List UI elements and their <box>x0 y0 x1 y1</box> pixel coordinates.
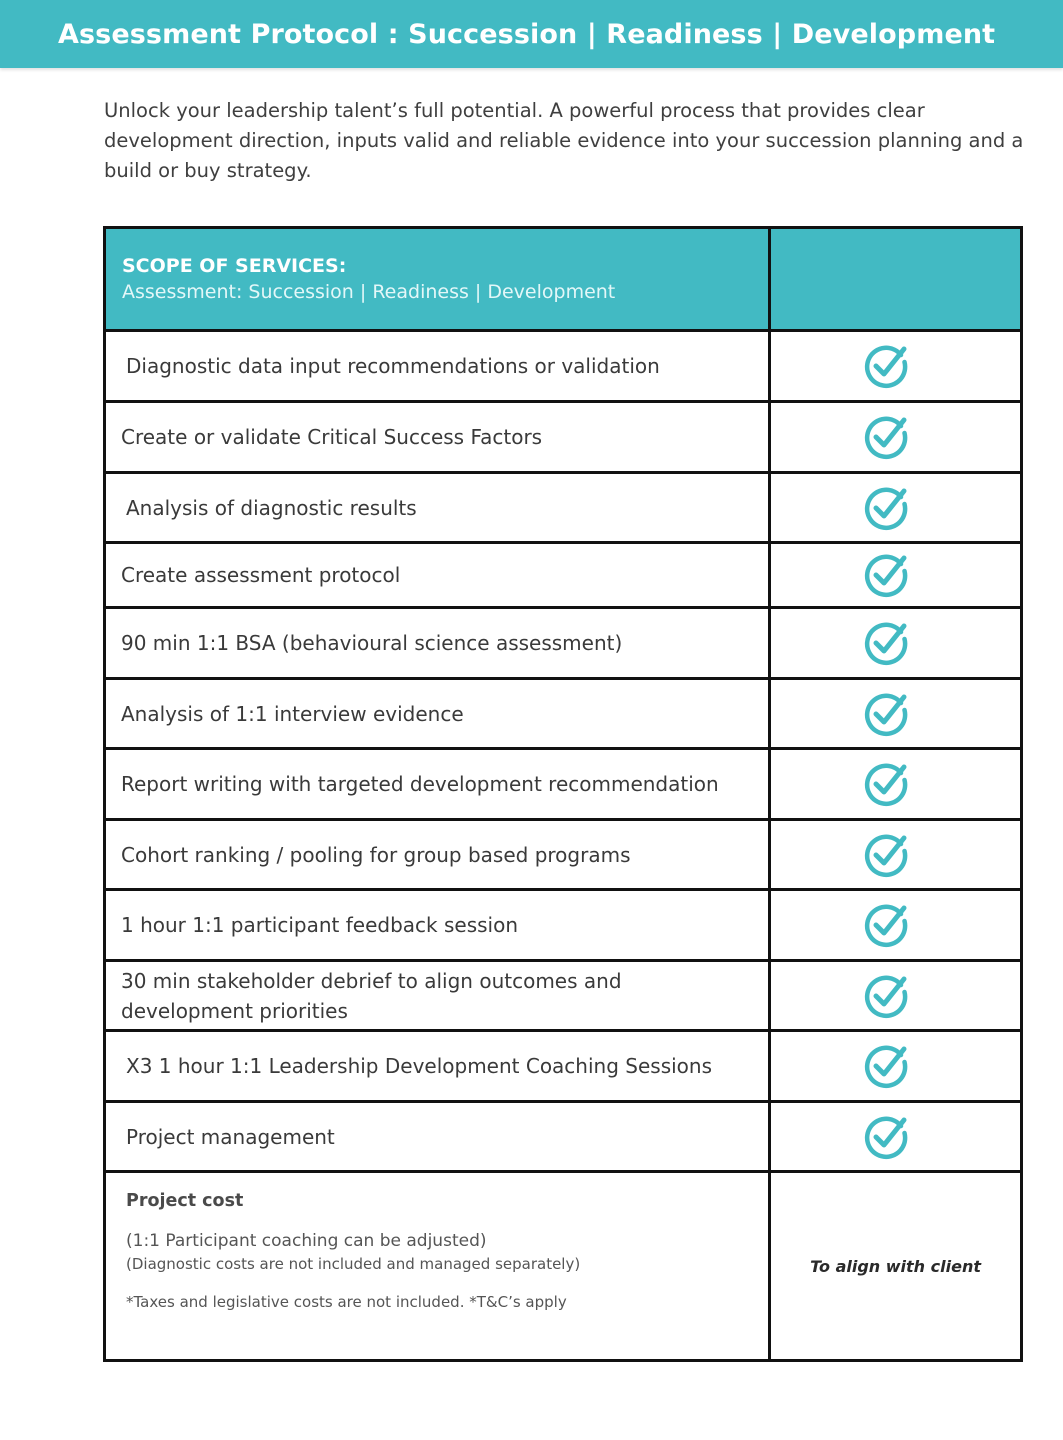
check-circle-icon <box>770 961 1022 1031</box>
diagnostic-cost-note: (Diagnostic costs are not included and managed separately) <box>126 1255 581 1273</box>
service-item-label: 90 min 1:1 BSA (behavioural science assessment) <box>105 608 770 679</box>
check-circle-icon <box>770 820 1022 890</box>
service-item-label: Create assessment protocol <box>105 543 770 608</box>
check-circle-icon <box>770 608 1022 679</box>
table-row <box>105 820 1022 890</box>
page-title: Assessment Protocol : Succession | Readiness | Development <box>58 18 996 50</box>
check-circle-icon <box>770 543 1022 608</box>
table-row <box>105 961 1022 1031</box>
intro-paragraph: Unlock your leadership talent’s full potential. A powerful process that provides clear development direction, inputs valid and reliable evidence into your succession planning and a build or buy strategy. <box>104 99 1024 182</box>
check-circle-icon <box>770 473 1022 543</box>
check-circle-icon <box>770 890 1022 961</box>
table-header-row <box>105 228 1022 331</box>
service-item-label: X3 1 hour 1:1 Leadership Development Coaching Sessions <box>105 1031 770 1102</box>
service-item-label: Cohort ranking / pooling for group based programs <box>105 820 770 890</box>
project-cost-title: Project cost <box>126 1191 244 1211</box>
service-item-label: Report writing with targeted development recommendation <box>105 749 770 820</box>
check-circle-icon <box>770 1102 1022 1172</box>
table-row <box>105 679 1022 749</box>
table-row <box>105 543 1022 608</box>
check-circle-icon <box>770 1031 1022 1102</box>
scope-heading: SCOPE OF SERVICES: <box>122 255 347 277</box>
table-row <box>105 890 1022 961</box>
service-item-label: Diagnostic data input recommendations or validation <box>105 331 770 402</box>
scope-subheading: Assessment: Succession | Readiness | Development <box>122 281 616 303</box>
project-cost-value: To align with client <box>770 1172 1022 1361</box>
service-item-label: 1 hour 1:1 participant feedback session <box>105 890 770 961</box>
table-row <box>105 331 1022 402</box>
service-item-label: Analysis of 1:1 interview evidence <box>105 679 770 749</box>
check-circle-icon <box>770 679 1022 749</box>
service-item-label: Project management <box>105 1102 770 1172</box>
table-row <box>105 473 1022 543</box>
project-cost-cell <box>105 1172 770 1361</box>
table-row <box>105 749 1022 820</box>
service-item-label: Create or validate Critical Success Factors <box>105 402 770 473</box>
scope-header-cell <box>105 228 770 331</box>
cost-row <box>105 1172 1022 1361</box>
check-circle-icon <box>770 402 1022 473</box>
table-row <box>105 402 1022 473</box>
table-row <box>105 1031 1022 1102</box>
table-row <box>105 608 1022 679</box>
header-banner <box>0 0 1063 68</box>
scope-header-empty-cell <box>770 228 1022 331</box>
taxes-note: *Taxes and legislative costs are not included. *T&C’s apply <box>126 1293 567 1311</box>
scope-of-services-table <box>103 226 1023 1362</box>
service-item-label: Analysis of diagnostic results <box>105 473 770 543</box>
check-circle-icon <box>770 331 1022 402</box>
service-item-label: 30 min stakeholder debrief to align outcomes and development priorities <box>105 961 770 1031</box>
coaching-adjust-note: (1:1 Participant coaching can be adjusted) <box>126 1231 487 1251</box>
check-circle-icon <box>770 749 1022 820</box>
table-row <box>105 1102 1022 1172</box>
